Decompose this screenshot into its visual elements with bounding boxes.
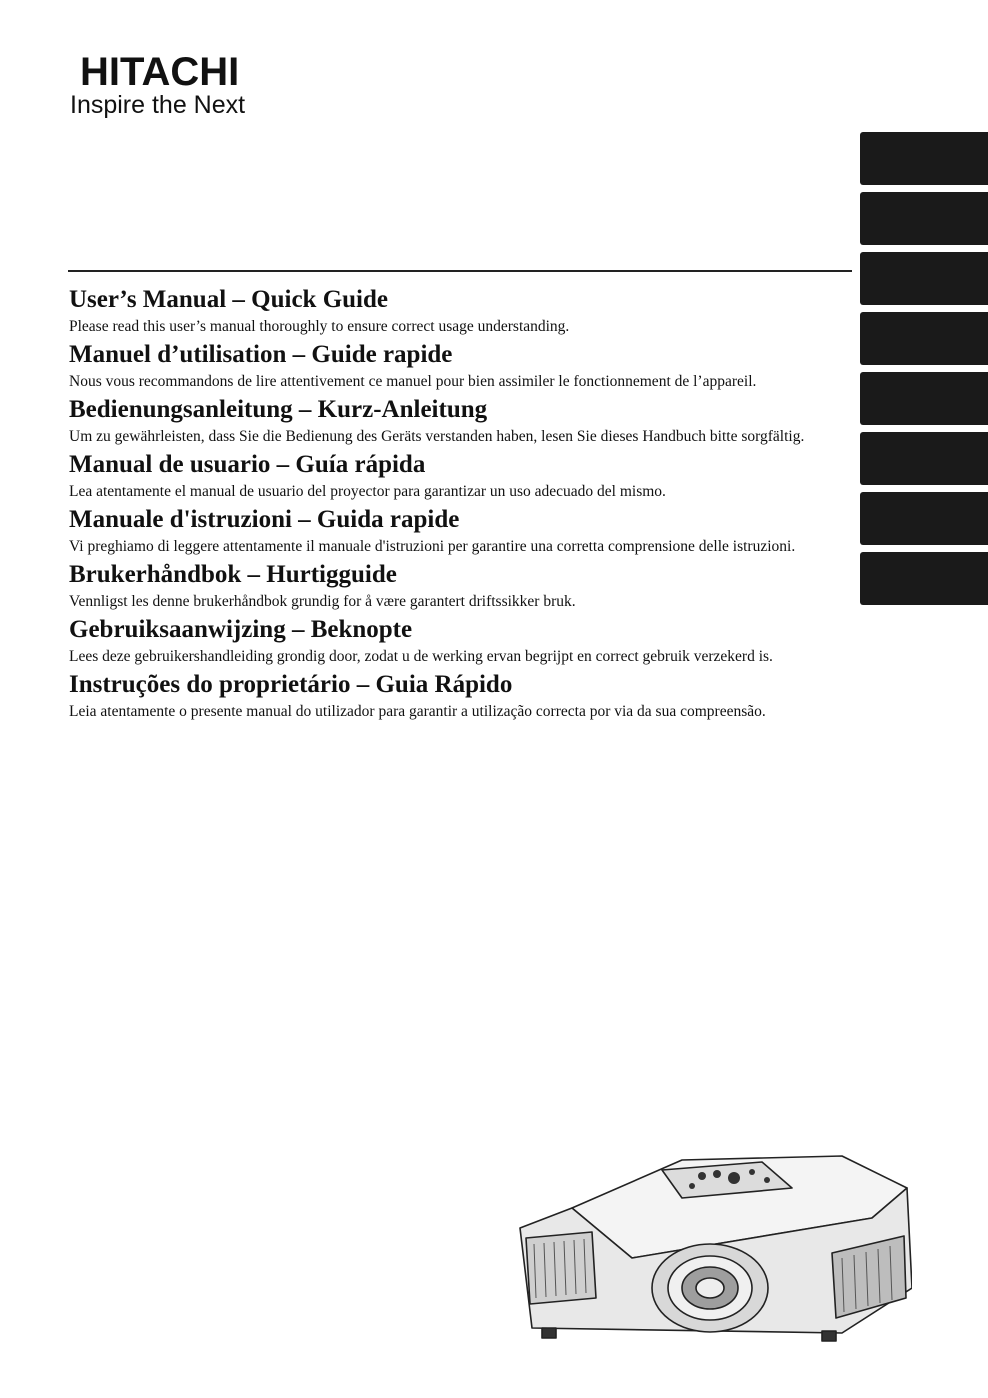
section-text: Please read this user’s manual thoroughly to ensure correct usage understanding. [69,318,570,335]
language-tab [860,312,988,365]
section-title: Gebruiksaanwijzing – Beknopte [69,616,413,643]
language-tab [860,432,988,485]
section-title: Manuale d'istruzioni – Guida rapide [69,506,460,533]
section-text: Lees deze gebruikershandleiding grondig door, zodat u de werking ervan begrijpt en correct gebruik verzekerd is. [69,648,773,665]
section-title: Brukerhåndbok – Hurtigguide [69,561,397,588]
language-tab [860,492,988,545]
manual-title-list [69,284,829,724]
brand-name: HITACHI [80,50,240,94]
language-tab [860,372,988,425]
projector-illustration [512,1148,912,1353]
language-tab [860,132,988,185]
section-text: Leia atentamente o presente manual do utilizador para garantir a utilização correcta por via da sua compreensão. [69,703,766,720]
brand-tagline: Inspire the Next [70,91,246,119]
section-title: Manual de usuario – Guía rápida [69,451,426,478]
section-dutch [69,614,829,669]
section-german [69,394,829,449]
section-english [69,284,829,339]
header-divider [68,270,852,272]
section-text: Um zu gewährleisten, dass Sie die Bedienung des Geräts verstanden haben, lesen Sie dieses Handbuch bitte sorgfältig. [69,428,805,445]
language-tabs [860,132,988,612]
hitachi-logo [70,50,246,119]
section-portuguese [69,669,829,724]
section-title: Bedienungsanleitung – Kurz-Anleitung [69,396,488,423]
section-text: Vennligst les denne brukerhåndbok grundig for å være garantert driftssikker bruk. [69,593,576,610]
section-italian [69,504,829,559]
section-text: Vi preghiamo di leggere attentamente il manuale d'istruzioni per garantire una corretta comprensione delle istruzioni. [69,538,796,555]
section-french [69,339,829,394]
section-text: Nous vous recommandons de lire attentivement ce manuel pour bien assimiler le fonctionnement de l’appareil. [69,373,757,390]
section-title: Instruções do proprietário – Guia Rápido [69,671,513,698]
section-norwegian [69,559,829,614]
section-text: Lea atentamente el manual de usuario del proyector para garantizar un uso adecuado del mismo. [69,483,666,500]
section-title: Manuel d’utilisation – Guide rapide [69,341,453,368]
language-tab [860,192,988,245]
section-title: User’s Manual – Quick Guide [69,286,388,313]
language-tab [860,252,988,305]
language-tab [860,552,988,605]
section-spanish [69,449,829,504]
